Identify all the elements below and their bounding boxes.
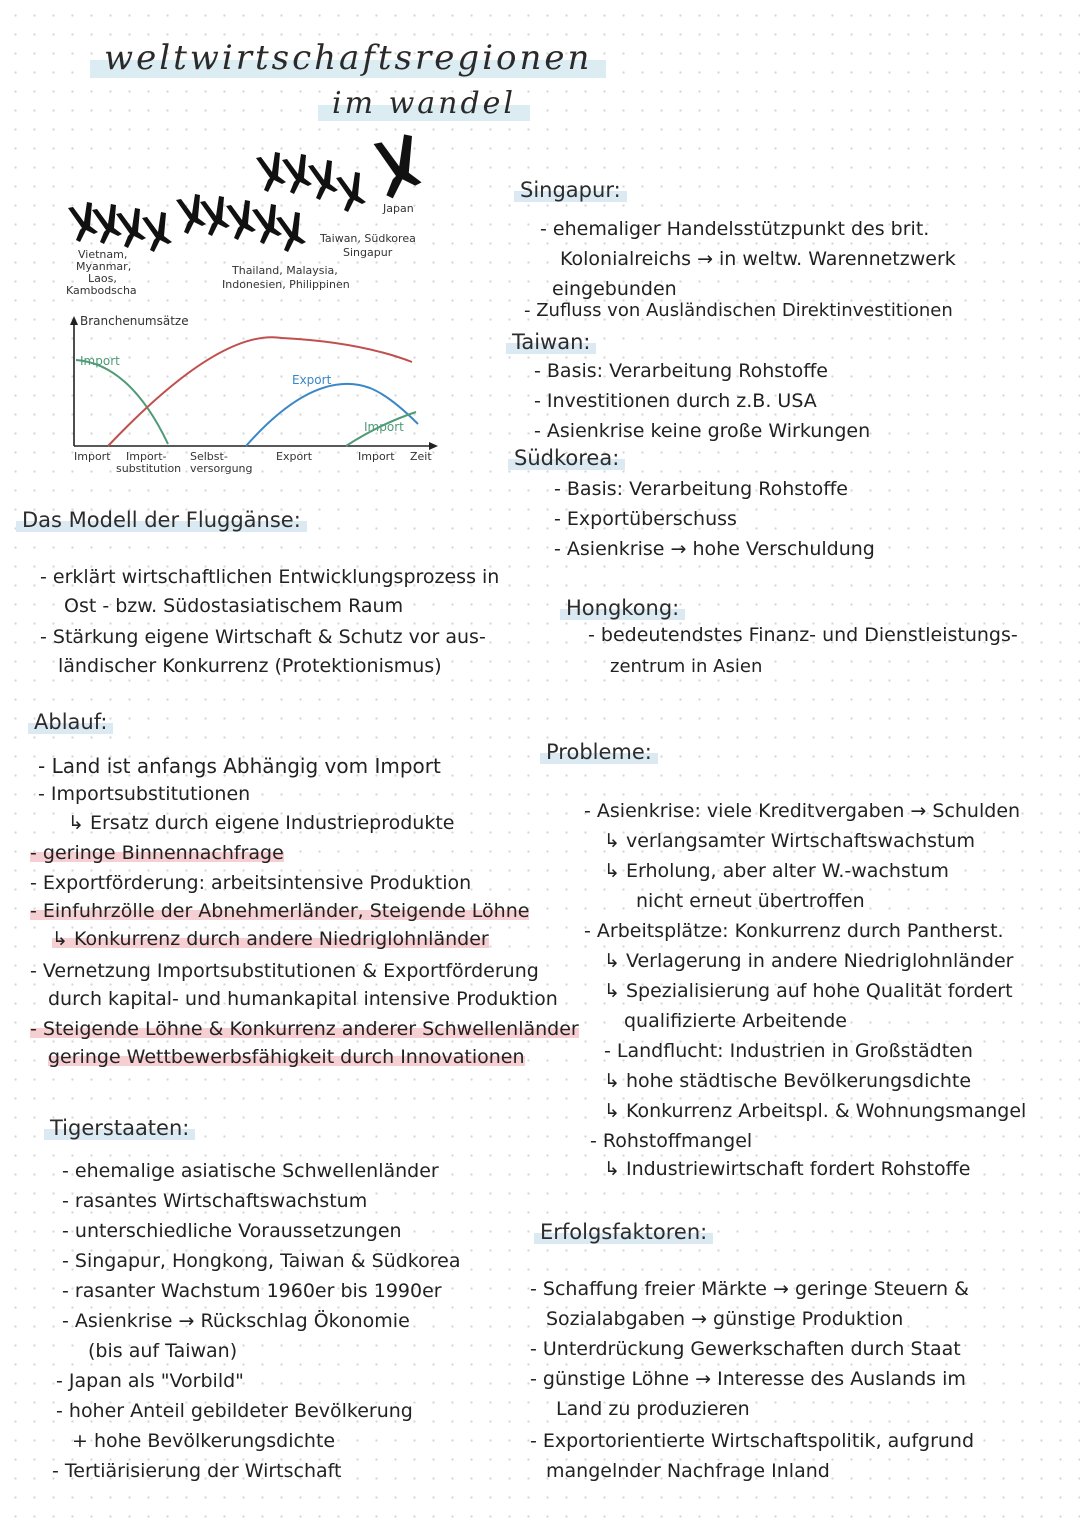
x-label-selbst1: Selbst-: [190, 450, 228, 463]
singapur-heading: Singapur:: [514, 178, 627, 202]
probleme-line: qualifizierte Arbeitende: [624, 1010, 847, 1032]
export-curve: [246, 384, 418, 446]
x-label-zeit: Zeit: [410, 450, 432, 463]
ablauf-line: - Steigende Löhne & Konkurrenz anderer Schwellenländer: [30, 1018, 579, 1040]
tiger-line: - Asienkrise → Rückschlag Ökonomie: [62, 1310, 410, 1332]
x-label-export: Export: [276, 450, 313, 463]
singapur-line: eingebunden: [552, 278, 677, 300]
tiger-line: - Japan als "Vorbild": [56, 1370, 244, 1392]
label-indonesien: Indonesien, Philippinen: [222, 278, 350, 291]
probleme-line: nicht erneut übertroffen: [636, 890, 865, 912]
tiger-line: - Tertiärisierung der Wirtschaft: [52, 1460, 342, 1482]
label-japan: Japan: [383, 202, 414, 215]
tiger-line: - ehemalige asiatische Schwellenländer: [62, 1160, 439, 1182]
probleme-line: ↳ hohe städtische Bevölkerungsdichte: [604, 1070, 972, 1092]
suedkorea-line: - Exportüberschuss: [554, 508, 737, 530]
taiwan-heading: Taiwan:: [506, 330, 596, 354]
goose-icon: [142, 212, 172, 252]
goose-icon: [116, 208, 146, 248]
probleme-line: - Landflucht: Industrien in Großstädten: [604, 1040, 973, 1062]
label-thailand: Thailand, Malaysia,: [232, 264, 338, 277]
ablauf-line: - Exportförderung: arbeitsintensive Produktion: [30, 872, 472, 894]
x-label-importsub2: substitution: [116, 462, 182, 475]
ablauf-line: - geringe Binnennachfrage: [30, 842, 284, 864]
suedkorea-line: - Basis: Verarbeitung Rohstoffe: [554, 478, 848, 500]
tiger-line: - rasanter Wachstum 1960er bis 1990er: [62, 1280, 442, 1302]
erfolg-heading: Erfolgsfaktoren:: [534, 1220, 713, 1244]
x-label-import: Import: [74, 450, 111, 463]
model-line: ländischer Konkurrenz (Protektionismus): [58, 655, 442, 677]
ablauf-line: - Vernetzung Importsubstitutionen & Exportförderung: [30, 960, 539, 982]
suedkorea-heading: Südkorea:: [508, 446, 625, 470]
tiger-line: - rasantes Wirtschaftswachstum: [62, 1190, 368, 1212]
ablauf-line: geringe Wettbewerbsfähigkeit durch Innovationen: [48, 1046, 525, 1068]
model-line: - erklärt wirtschaftlichen Entwicklungsprozess in: [40, 566, 500, 588]
goose-icon: [176, 194, 206, 234]
hongkong-heading: Hongkong:: [560, 596, 685, 620]
probleme-line: ↳ Verlagerung in andere Niedriglohnländer: [604, 950, 1014, 972]
goose-icon: [252, 204, 282, 244]
goose-icon: [308, 160, 338, 200]
probleme-line: ↳ verlangsamter Wirtschaftswachstum: [604, 830, 975, 852]
singapur-line: - Zufluss von Ausländischen Direktinvestitionen: [524, 300, 953, 321]
erfolg-line: Land zu produzieren: [556, 1398, 750, 1420]
model-line: - Stärkung eigene Wirtschaft & Schutz vor aus-: [40, 626, 486, 648]
x-label-importsub1: Import-: [126, 450, 167, 463]
hongkong-line: zentrum in Asien: [610, 656, 763, 677]
probleme-line: - Arbeitsplätze: Konkurrenz durch Pantherst.: [584, 920, 1004, 942]
erfolg-line: - Exportorientierte Wirtschaftspolitik, aufgrund: [530, 1430, 975, 1452]
model-line: Ost - bzw. Südostasiatischem Raum: [64, 595, 404, 617]
label-kambodscha: Kambodscha: [66, 284, 137, 297]
label-laos: Laos,: [88, 272, 117, 285]
ablauf-heading: Ablauf:: [28, 710, 113, 734]
suedkorea-line: - Asienkrise → hohe Verschuldung: [554, 538, 875, 560]
tiger-heading: Tigerstaaten:: [44, 1116, 195, 1140]
flying-geese-diagram: [60, 150, 500, 470]
y-axis-label: Branchenumsätze: [80, 314, 189, 328]
probleme-line: ↳ Spezialisierung auf hohe Qualität fordert: [604, 980, 1013, 1002]
ablauf-line: - Importsubstitutionen: [38, 783, 251, 805]
goose-icon: [68, 202, 98, 242]
goose-icon: [92, 204, 122, 244]
label-singapur: Singapur: [343, 246, 393, 259]
goose-icon: [276, 212, 306, 252]
ablauf-line: ↳ Konkurrenz durch andere Niedriglohnländer: [52, 928, 489, 950]
erfolg-line: - Schaffung freier Märkte → geringe Steuern &: [530, 1278, 969, 1300]
taiwan-line: - Basis: Verarbeitung Rohstoffe: [534, 360, 828, 382]
erfolg-line: - günstige Löhne → Interesse des Auslands im: [530, 1368, 966, 1390]
y-axis-arrow-icon: [70, 316, 78, 325]
tiger-line: + hohe Bevölkerungsdichte: [72, 1430, 336, 1452]
page-title: weltwirtschaftsregionen: [90, 38, 606, 78]
curve-label-import: Import: [80, 354, 120, 368]
x-axis-arrow-icon: [429, 442, 438, 450]
tiger-line: (bis auf Taiwan): [88, 1340, 238, 1362]
singapur-line: Kolonialreichs → in weltw. Warennetzwerk: [560, 248, 956, 270]
probleme-heading: Probleme:: [540, 740, 658, 764]
tiger-line: - Singapur, Hongkong, Taiwan & Südkorea: [62, 1250, 461, 1272]
hongkong-line: - bedeutendstes Finanz- und Dienstleistungs-: [588, 624, 1018, 646]
probleme-line: ↳ Industriewirtschaft fordert Rohstoffe: [604, 1158, 971, 1180]
tiger-line: - unterschiedliche Voraussetzungen: [62, 1220, 402, 1242]
label-myanmar: Myanmar,: [76, 260, 132, 273]
probleme-line: ↳ Konkurrenz Arbeitspl. & Wohnungsmangel: [604, 1100, 1027, 1122]
x-label-selbst2: versorgung: [190, 462, 253, 475]
x-label-import-end: Import: [358, 450, 395, 463]
goose-icon: [336, 172, 366, 212]
curve-label-import-right: Import: [364, 420, 404, 434]
label-vietnam: Vietnam,: [78, 248, 128, 261]
singapur-line: - ehemaliger Handelsstützpunkt des brit.: [540, 218, 930, 240]
erfolg-line: - Unterdrückung Gewerkschaften durch Staat: [530, 1338, 961, 1360]
erfolg-line: mangelnder Nachfrage Inland: [546, 1460, 830, 1482]
probleme-line: - Asienkrise: viele Kreditvergaben → Schulden: [584, 800, 1021, 822]
taiwan-line: - Investitionen durch z.B. USA: [534, 390, 817, 412]
page-subtitle: im wandel: [318, 86, 530, 121]
ablauf-line: - Land ist anfangs Abhängig vom Import: [38, 754, 441, 778]
label-taiwan: Taiwan, Südkorea: [320, 232, 416, 245]
model-heading: Das Modell der Fluggänse:: [16, 508, 307, 532]
ablauf-line: ↳ Ersatz durch eigene Industrieprodukte: [68, 812, 455, 834]
goose-icon: [226, 200, 256, 240]
taiwan-line: - Asienkrise keine große Wirkungen: [534, 420, 871, 442]
goose-icon: [374, 134, 422, 198]
probleme-line: - Rohstoffmangel: [590, 1130, 753, 1152]
probleme-line: ↳ Erholung, aber alter W.-wachstum: [604, 860, 949, 882]
tiger-line: - hoher Anteil gebildeter Bevölkerung: [56, 1400, 413, 1422]
erfolg-line: Sozialabgaben → günstige Produktion: [546, 1308, 904, 1330]
curve-label-export: Export: [292, 373, 332, 387]
goose-icon: [282, 154, 312, 194]
goose-icon: [256, 152, 286, 192]
ablauf-line: - Einfuhrzölle der Abnehmerländer, Steigende Löhne: [30, 900, 530, 922]
goose-icon: [200, 196, 230, 236]
ablauf-line: durch kapital- und humankapital intensive Produktion: [48, 988, 558, 1010]
